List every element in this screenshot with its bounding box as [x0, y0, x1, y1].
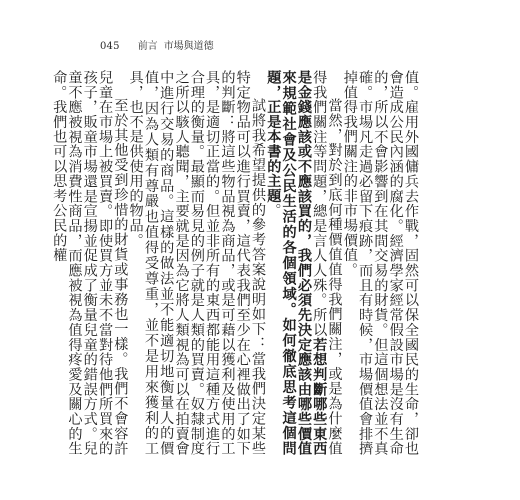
body-paragraph [127, 70, 265, 456]
body-paragraph [342, 70, 418, 456]
vertical-body-text [51, 70, 419, 456]
paragraph-text: 試將我希望提供的參考答案說明如下：當我們決定某些特定物品可以進行買賣，這代表我們至少在心裡做出了如下的判斷：將這些物品視為商品，或是可藉以獲利及使用的工具，是適切正當的。但並非所有的東西都能用這種方式進行合理的衡量。最顯而易見的例子就是人類的買賣。奴隸制度之所以駭人聽聞，主要就是因為它將人類視為可以在拍賣會中進行交易的商品。這樣的做法並不能適切地衡量人的價值，因為人類有尊嚴也值得受尊重，並不是用來獲利的工具，也不是供使用的物品。 [127, 70, 267, 456]
paragraph-text: 當然，對於到底何種價值值得我們關注，或是為什麼值得我們關注等問題，總是言人人殊。所以 [311, 70, 343, 456]
emphasized-text: 若想判斷哪些東西是金錢應該或不應該買的，我們必須先決定應該由哪些價值來規範社會及公民生活的各個領域。如何徹底思考這個問題，正是本書的主題 [265, 70, 328, 456]
paragraph-text: 至於其他受到珍惜的財貨或事務也一樣。我們不會容許兒童在市場上被買賣。即使買方並未不當對待他們所買來的孩子，販童市場還是宣揚並促成了衡量兒童的錯誤方式。兒童不應被視為消費性商品，而應被視為值得疼愛及關心的生命。我們也可以思考公民的權 [51, 70, 129, 456]
running-header [100, 41, 214, 53]
paragraph-text: 。 [265, 203, 282, 219]
body-paragraph [265, 70, 341, 456]
paragraph-text: 值。雇用外國傭兵去作戰，固然可以保全國民的生命，卻也會造成公民內涵的腐化。經濟學家經常假設市場是沒有生命的，所以不會影響到在其間交易的財貨。但這個想法並不真確。市場凡走過必留下痕跡，而且有時候，市場價值會排擠掉值得我們關注的非市場價值。 [341, 70, 419, 456]
section-label: 前言 [137, 41, 158, 52]
chapter-title: 市場與道德 [163, 41, 214, 52]
body-paragraph [51, 70, 127, 456]
page-number: 045 [100, 41, 120, 52]
